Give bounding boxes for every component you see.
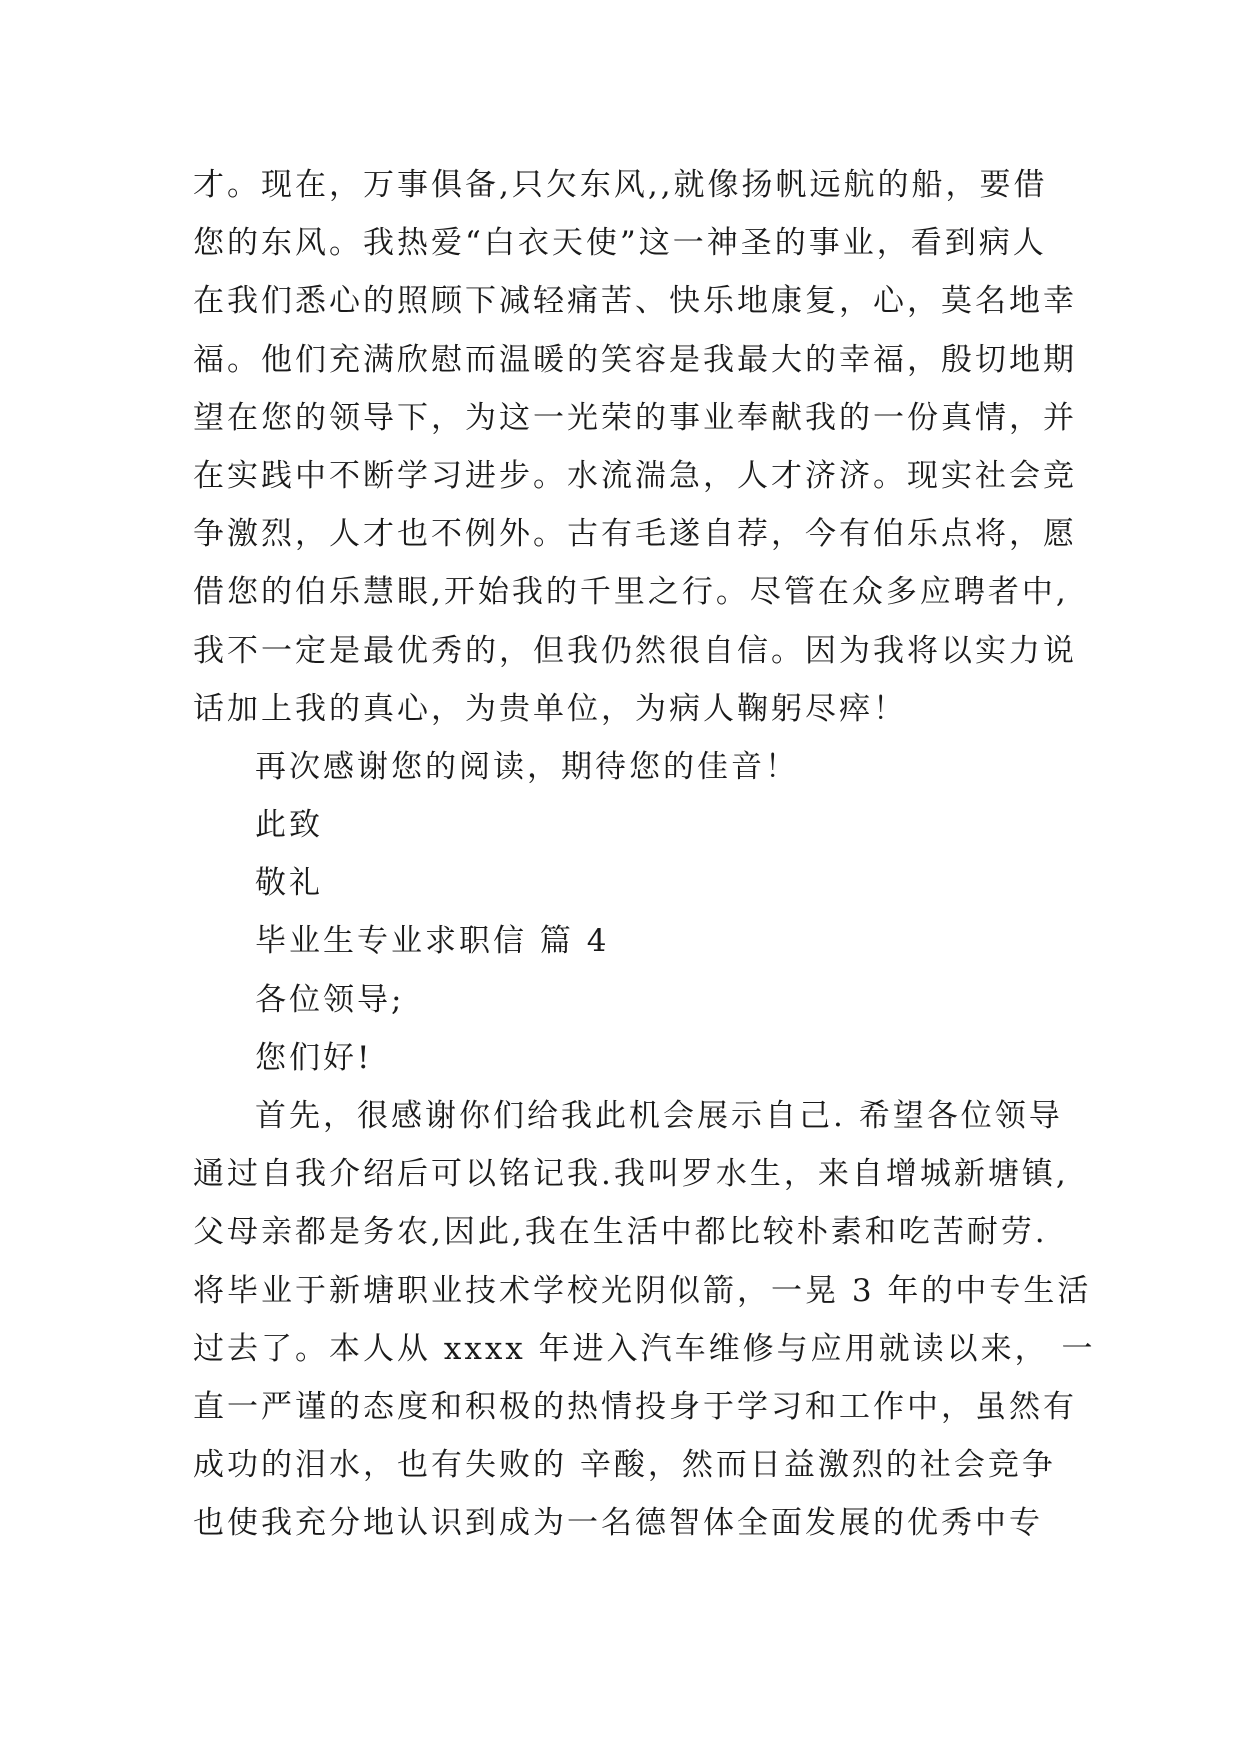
text-line-24: 也使我充分地认识到成为一名德智体全面发展的优秀中专 xyxy=(193,1505,1043,1542)
text-line-22: 直一严谨的态度和积极的热情投身于学习和工作中，虽然有 xyxy=(193,1388,1077,1425)
text-line-21: 过去了。本人从 xxxx 年进入汽车维修与应用就读以来， 一 xyxy=(193,1330,1096,1367)
text-line-6: 在实践中不断学习进步。水流湍急，人才济济。现实社会竞 xyxy=(193,457,1077,494)
text-line-8: 借您的伯乐慧眼,开始我的千里之行。尽管在众多应聘者中, xyxy=(193,574,1069,611)
text-line-17: 首先，很感谢你们给我此机会展示自己. 希望各位领导 xyxy=(255,1098,1063,1134)
greeting-hello: 您们好! xyxy=(255,1039,373,1076)
text-line-1: 才。现在，万事俱备,只欠东风,,就像扬帆远航的船，要借 xyxy=(193,167,1048,203)
text-line-20: 将毕业于新塘职业技术学校光阴似箭，一晃 3 年的中专生活 xyxy=(193,1272,1092,1309)
letter-body xyxy=(193,156,1096,1553)
text-line-7: 争激烈，人才也不例外。古有毛遂自荐，今有伯乐点将，愿 xyxy=(193,516,1077,553)
text-line-10: 话加上我的真心，为贵单位，为病人鞠躬尽瘁！ xyxy=(193,690,907,727)
salutation-cizhi: 此致 xyxy=(255,807,323,844)
text-line-5: 望在您的领导下，为这一光荣的事业奉献我的一份真情，并 xyxy=(193,399,1077,436)
text-line-19: 父母亲都是务农,因此,我在生活中都比较朴素和吃苦耐劳. xyxy=(193,1214,1048,1251)
greeting-leaders: 各位领导; xyxy=(255,981,405,1018)
text-line-4: 福。他们充满欣慰而温暖的笑容是我最大的幸福，殷切地期 xyxy=(193,341,1077,378)
text-line-9: 我不一定是最优秀的，但我仍然很自信。因为我将以实力说 xyxy=(193,632,1077,669)
text-line-3: 在我们悉心的照顾下减轻痛苦、快乐地康复，心，莫名地幸 xyxy=(193,283,1077,320)
section-heading: 毕业生专业求职信 篇 4 xyxy=(255,923,610,960)
text-line-18: 通过自我介绍后可以铭记我.我叫罗水生，来自增城新塘镇, xyxy=(193,1156,1069,1193)
closing-thanks: 再次感谢您的阅读，期待您的佳音！ xyxy=(255,748,799,785)
text-line-2: 您的东风。我热爱“白衣天使”这一神圣的事业，看到病人 xyxy=(193,225,1047,262)
salutation-jingli: 敬礼 xyxy=(255,865,323,902)
text-line-23: 成功的泪水，也有失败的 辛酸，然而日益激烈的社会竞争 xyxy=(193,1447,1056,1484)
